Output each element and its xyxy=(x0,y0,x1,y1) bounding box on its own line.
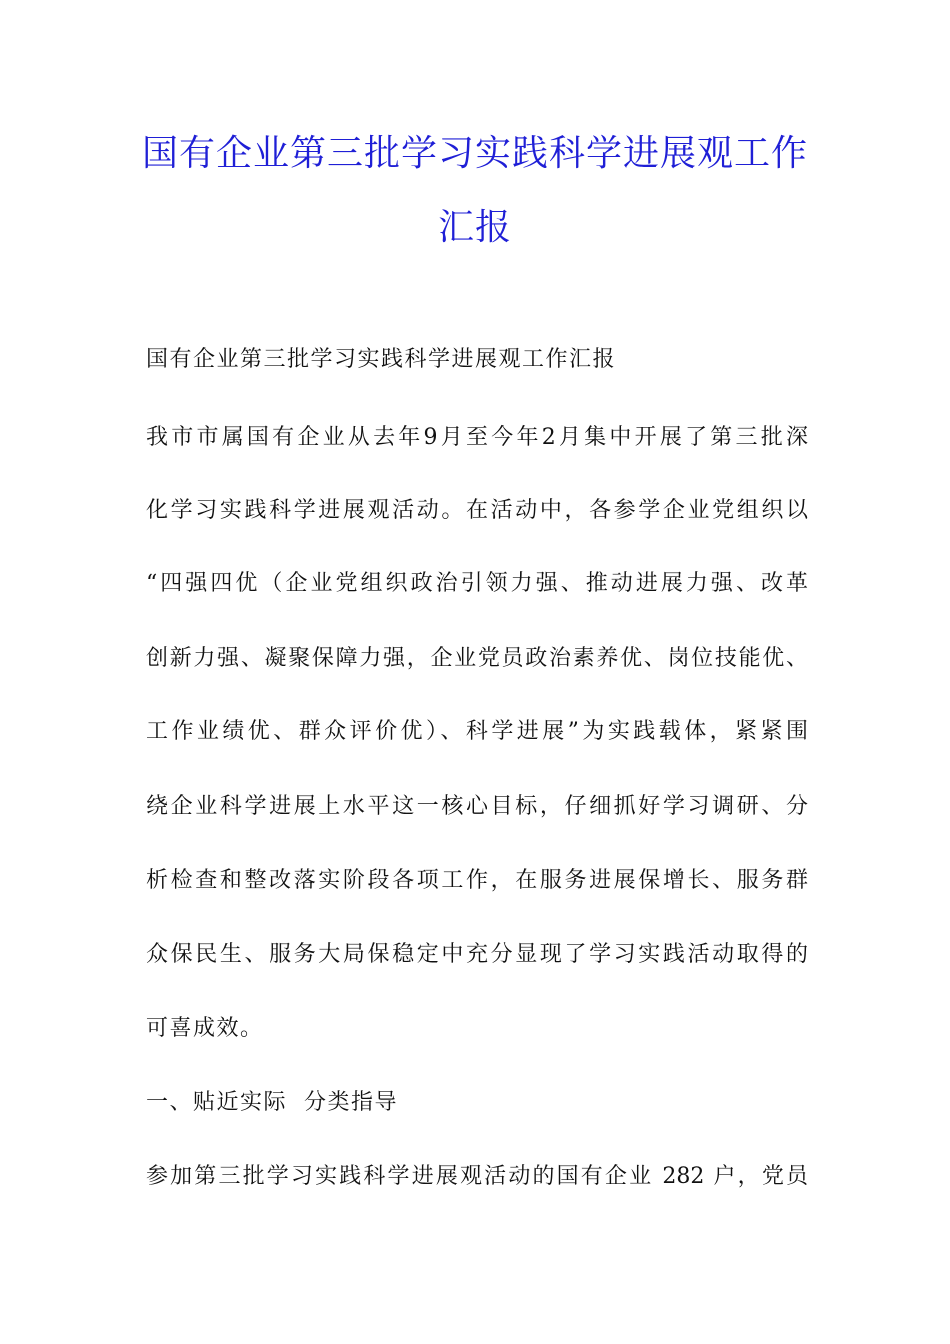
paragraph-1-line-7: 析检查和整改落实阶段各项工作，在服务进展保增长、服务群 xyxy=(146,868,808,893)
document-subtitle: 国有企业第三批学习实践科学进展观工作汇报 xyxy=(146,347,617,372)
paragraph-1-line-3: “四强四优（企业党组织政治引领力强、推动进展力强、改革 xyxy=(146,571,808,596)
paragraph-1-line-2: 化学习实践科学进展观活动。在活动中，各参学企业党组织以 xyxy=(146,498,808,523)
paragraph-1-line-9: 可喜成效。 xyxy=(146,1016,264,1041)
paragraph-1-line-5: 工作业绩优、群众评价优）、科学进展”为实践载体，紧紧围 xyxy=(146,719,808,744)
paragraph-1-line-6: 绕企业科学进展上水平这一核心目标，仔细抓好学习调研、分 xyxy=(146,794,808,819)
section-1-heading: 一、贴近实际 分类指导 xyxy=(146,1090,398,1115)
document-title-line-1: 国有企业第三批学习实践科学进展观工作 xyxy=(141,133,808,174)
paragraph-1-line-4: 创新力强、凝聚保障力强，企业党员政治素养优、岗位技能优、 xyxy=(146,646,808,671)
paragraph-1-line-8: 众保民生、服务大局保稳定中充分显现了学习实践活动取得的 xyxy=(146,942,808,967)
paragraph-1-line-1: 我市市属国有企业从去年9月至今年2月集中开展了第三批深 xyxy=(146,425,808,450)
paragraph-2-line-1: 参加第三批学习实践科学进展观活动的国有企业 282 户，党员 xyxy=(146,1164,808,1189)
document-title-line-2: 汇报 xyxy=(437,207,512,248)
